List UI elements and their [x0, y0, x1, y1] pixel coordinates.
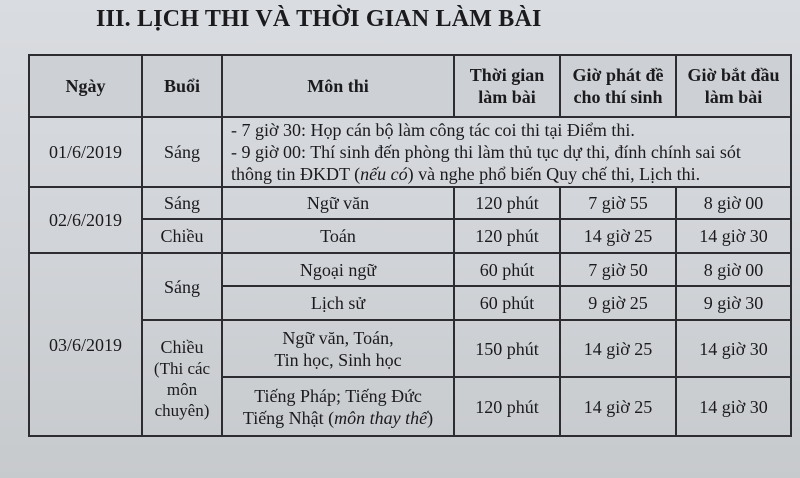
- header-start-line2: làm bài: [704, 87, 763, 107]
- header-subject: Môn thi: [222, 55, 454, 117]
- start-time-cell: 8 giờ 00: [676, 187, 791, 219]
- handout-time-cell: 7 giờ 55: [560, 187, 676, 219]
- afternoon-session-label: Chiều: [160, 336, 204, 357]
- duration-cell: 60 phút: [454, 286, 560, 320]
- start-time-cell: 9 giờ 30: [676, 286, 791, 320]
- start-time-cell: 14 giờ 30: [676, 320, 791, 377]
- table-row: [29, 253, 791, 286]
- subject-line-2-text: Tiếng Nhật (: [242, 407, 335, 428]
- page-title: III. LỊCH THI VÀ THỜI GIAN LÀM BÀI: [96, 6, 542, 32]
- session-cell: Sáng: [142, 187, 222, 219]
- header-start-line1: Giờ bắt đầu: [687, 65, 780, 85]
- duration-cell: 120 phút: [454, 187, 560, 219]
- header-start-time: [676, 55, 791, 117]
- table-row: [29, 117, 791, 187]
- handout-time-cell: 9 giờ 25: [560, 286, 676, 320]
- subject-line-2-italic: môn thay thế: [334, 407, 428, 428]
- handout-time-cell: 14 giờ 25: [560, 377, 676, 436]
- day1-note-1: - 7 giờ 30: Họp cán bộ làm công tác coi thi tại Điểm thi.: [231, 120, 635, 140]
- duration-cell: 150 phút: [454, 320, 560, 377]
- subject-cell: Toán: [222, 219, 454, 253]
- day1-notes-cell: [222, 117, 791, 187]
- subject-cell: Ngoại ngữ: [222, 253, 454, 286]
- day1-note-2-text: - 9 giờ 00: Thí sinh đến phòng thi làm thủ tục dự thi, đính chính sai sót thông tin ĐKDT (: [231, 142, 741, 184]
- header-handout-line1: Giờ phát đề: [572, 65, 664, 85]
- header-session: Buổi: [142, 55, 222, 117]
- start-time-cell: 14 giờ 30: [676, 377, 791, 436]
- subject-line-2: [227, 407, 449, 429]
- start-time-cell: 14 giờ 30: [676, 219, 791, 253]
- subject-line-2-text-end: ): [427, 407, 434, 428]
- handout-time-cell: 7 giờ 50: [560, 253, 676, 286]
- header-duration-line2: làm bài: [478, 87, 536, 107]
- handout-time-cell: 14 giờ 25: [560, 219, 676, 253]
- header-duration: [454, 55, 560, 117]
- subject-cell: [222, 320, 454, 377]
- date-cell: 01/6/2019: [29, 117, 142, 187]
- subject-line-2: Tin học, Sinh học: [274, 349, 402, 370]
- day1-note-2: [231, 141, 786, 185]
- day1-note-2-italic: nếu có: [360, 164, 408, 184]
- subject-cell: [222, 377, 454, 436]
- table-row: [29, 219, 791, 253]
- afternoon-note-line1: (Thi các: [153, 358, 211, 378]
- afternoon-note-line3: chuyên): [154, 400, 210, 420]
- subject-cell: Ngữ văn: [222, 187, 454, 219]
- duration-cell: 60 phút: [454, 253, 560, 286]
- day1-note-2-text-end: ) và nghe phổ biến Quy chế thi, Lịch thi.: [407, 164, 701, 184]
- subject-line-1: Tiếng Pháp; Tiếng Đức: [254, 385, 422, 406]
- date-cell: 02/6/2019: [29, 187, 142, 253]
- handout-time-cell: 14 giờ 25: [560, 320, 676, 377]
- table-row: [29, 320, 791, 377]
- header-row: [29, 55, 791, 117]
- session-cell: Chiều: [142, 219, 222, 253]
- session-cell: Sáng: [142, 117, 222, 187]
- start-time-cell: 8 giờ 00: [676, 253, 791, 286]
- date-cell: 03/6/2019: [29, 253, 142, 436]
- duration-cell: 120 phút: [454, 377, 560, 436]
- exam-schedule-table: [28, 54, 792, 437]
- subject-line-1: Ngữ văn, Toán,: [282, 327, 394, 348]
- header-duration-line1: Thời gian: [469, 65, 545, 85]
- duration-cell: 120 phút: [454, 219, 560, 253]
- session-cell: Sáng: [142, 253, 222, 320]
- header-handout-line2: cho thí sinh: [573, 87, 663, 107]
- session-cell: [142, 320, 222, 436]
- table-row: [29, 187, 791, 219]
- header-date: Ngày: [29, 55, 142, 117]
- header-handout-time: [560, 55, 676, 117]
- afternoon-note-line2: môn: [166, 379, 198, 399]
- subject-cell: Lịch sử: [222, 286, 454, 320]
